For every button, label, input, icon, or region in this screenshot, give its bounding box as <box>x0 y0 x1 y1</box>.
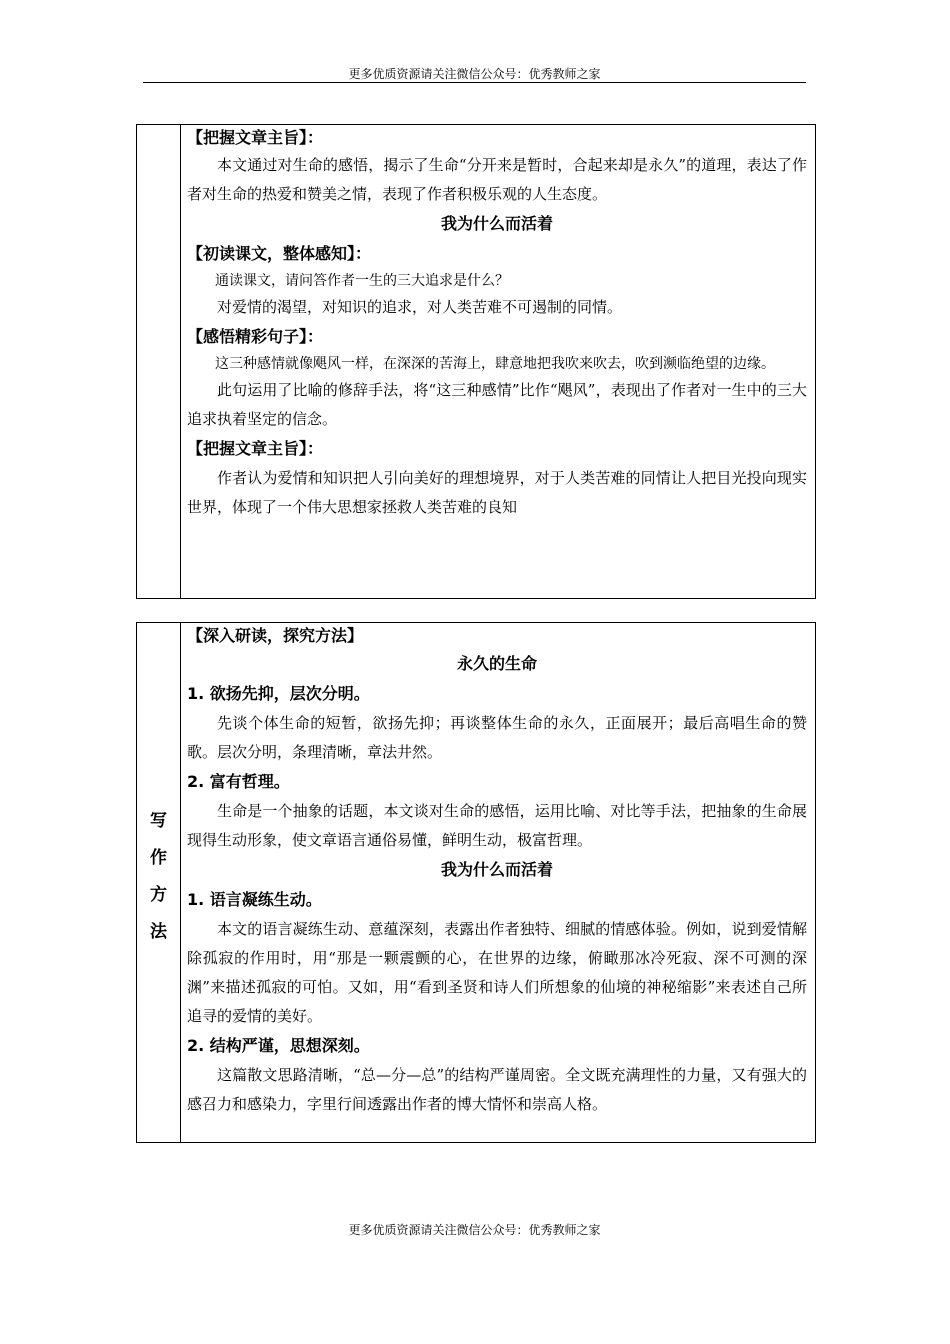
section-heading: 【把握文章主旨】： <box>187 439 324 458</box>
paragraph: 作者认为爱情和知识把人引向美好的理想境界，对于人类苦难的同情让人把目光投向现实世界，体现了一个伟大思想家拯救人类苦难的良知 <box>187 469 807 516</box>
article-title: 我为什么而活着 <box>440 214 553 233</box>
table-left-column <box>137 125 181 598</box>
paragraph: 生命是一个抽象的话题，本文谈对生命的感悟，运用比喻、对比等手法，把抽象的生命展现得生动形象，使文章语言通俗易懂，鲜明生动，极富哲理。 <box>187 802 807 849</box>
subheading: 1. 欲扬先抑，层次分明。 <box>187 684 370 703</box>
section-heading: 【深入研读，探究方法】 <box>187 626 364 645</box>
header-divider <box>143 82 806 83</box>
table-content-cell <box>181 623 815 1142</box>
question: 通读课文，请问答作者一生的三大追求是什么？ <box>215 273 509 289</box>
paragraph: 此句运用了比喻的修辞手法，将“这三种感情”比作“飓风”，表现出了作者对一生中的三大追求执着坚定的信念。 <box>187 381 807 428</box>
paragraph: 本文的语言凝练生动、意蕴深刻，表露出作者独特、细腻的情感体验。例如，说到爱情解除孤寂的作用时，用“那是一颗震颤的心，在世界的边缘，俯瞰那冰冷死寂、深不可测的深渊”来描述孤寂的可怕。又如，用“看到圣贤和诗人们所想象的仙境的神秘缩影”来表述自己所追寻的爱情的美好。 <box>187 920 807 1025</box>
paragraph: 先谈个体生命的短暂，欲扬先抑；再谈整体生命的永久，正面展开；最后高唱生命的赞歌。层次分明，条理清晰，章法井然。 <box>187 714 807 761</box>
subheading: 1. 语言凝练生动。 <box>187 890 322 909</box>
page-footer: 更多优质资源请关注微信公众号：优秀教师之家 <box>348 1223 601 1237</box>
subheading: 2. 结构严谨，思想深刻。 <box>187 1036 370 1055</box>
quoted-sentence: 这三种感情就像飓风一样，在深深的苦海上，肆意地把我吹来吹去，吹到濒临绝望的边缘。 <box>215 356 775 372</box>
paragraph: 这篇散文思路清晰，“总—分—总”的结构严谨周密。全文既充满理性的力量，又有强大的感召力和感染力，字里行间透露出作者的博大情怀和崇高人格。 <box>187 1066 807 1113</box>
table-writing-methods <box>136 622 816 1143</box>
section-heading: 【把握文章主旨】： <box>187 128 324 147</box>
article-title: 我为什么而活着 <box>440 860 553 879</box>
row-label-writing-methods: 写 作 方 法 <box>150 811 167 942</box>
article-title: 永久的生命 <box>456 654 537 673</box>
section-heading: 【初读课文，整体感知】： <box>187 244 372 263</box>
subheading: 2. 富有哲理。 <box>187 772 290 791</box>
table-left-column <box>137 623 181 1142</box>
table-content-cell <box>181 125 815 598</box>
answer: 对爱情的渴望，对知识的追求，对人类苦难不可遏制的同情。 <box>217 298 623 316</box>
page-header: 更多优质资源请关注微信公众号：优秀教师之家 <box>348 67 601 81</box>
table-reading-guide <box>136 124 816 599</box>
section-heading: 【感悟精彩句子】： <box>187 327 324 346</box>
paragraph: 本文通过对生命的感悟，揭示了生命“分开来是暂时，合起来却是永久”的道理，表达了作者对生命的热爱和赞美之情，表现了作者积极乐观的人生态度。 <box>187 156 807 203</box>
